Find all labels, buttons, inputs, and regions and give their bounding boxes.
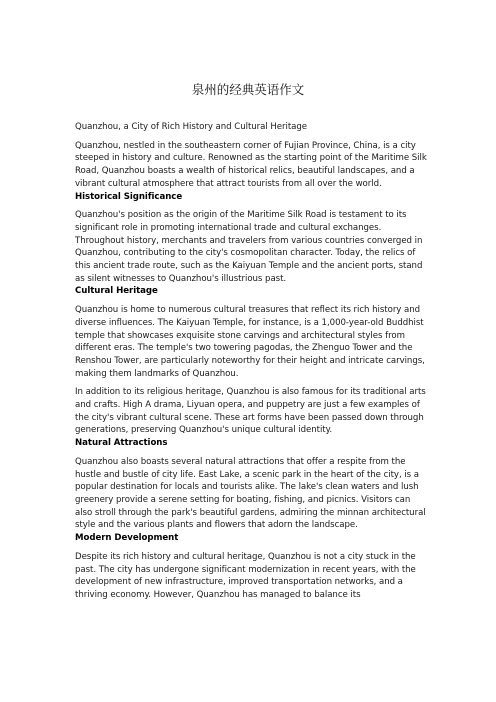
section-heading-history: Historical Significance <box>75 191 183 202</box>
culture-paragraph-2: In addition to its religious heritage, Quanzhou is also famous for its traditional arts and crafts. High A drama, Liyuan opera, and puppetry are just a few examples of the city's vibrant cultural scene. These art forms have been passed down through generations, preserving Quanzhou's unique cultural identity. <box>75 387 426 436</box>
subtitle-line: Quanzhou, a City of Rich History and Cultural Heritage <box>75 122 308 132</box>
history-paragraph: Quanzhou's position as the origin of the Maritime Silk Road is testament to its significant role in promoting international trade and cultural exchanges. Throughout history, merchants and travelers from various countries converged in Quanzhou, contributing to the city's cosmopolitan character. Today, the relics of this ancient trade route, such as the Kaiyuan Temple and the ancient ports, stand as silent witnesses to Quanzhou's illustrious past. <box>75 210 423 284</box>
document-body <box>75 121 427 602</box>
intro-paragraph: Quanzhou, nestled in the southeastern corner of Fujian Province, China, is a city steeped in history and culture. Renowned as the starting point of the Maritime Silk Road, Quanzhou boasts a wealth of historical relics, beautiful landscapes, and a vibrant cultural atmosphere that attract tourists from all over the world. <box>75 140 427 189</box>
document-title: 泉州的经典英语作文 <box>191 82 305 97</box>
section-heading-modern: Modern Development <box>75 533 179 544</box>
section-heading-nature: Natural Attractions <box>75 438 168 449</box>
nature-paragraph: Quanzhou also boasts several natural attractions that offer a respite from the hustle and bustle of city life. East Lake, a scenic park in the heart of the city, is a popular destination for locals and tourists alike. The lake's clean waters and lush greenery provide a serene setting for boating, fishing, and picnics. Visitors can also stroll through the park's beautiful gardens, admiring the minnan architectural style and the various plants and flowers that adorn the landscape. <box>75 456 426 531</box>
section-heading-culture: Cultural Heritage <box>75 286 158 297</box>
modern-paragraph: Despite its rich history and cultural heritage, Quanzhou is not a city stuck in the past. The city has undergone significant modernization in recent years, with the development of new infrastructure, improved transportation networks, and a thriving economy. However, Quanzhou has managed to balance its <box>75 551 416 600</box>
culture-paragraph-1: Quanzhou is home to numerous cultural treasures that reflect its rich history and diverse influences. The Kaiyuan Temple, for instance, is a 1,000-year-old Buddhist temple that showcases exquisite stone carvings and architectural styles from different eras. The temple's two towering pagodas, the Zhenguo Tower and the Renshou Tower, are particularly noteworthy for their height and intricate carvings, making them landmarks of Quanzhou. <box>75 305 425 379</box>
